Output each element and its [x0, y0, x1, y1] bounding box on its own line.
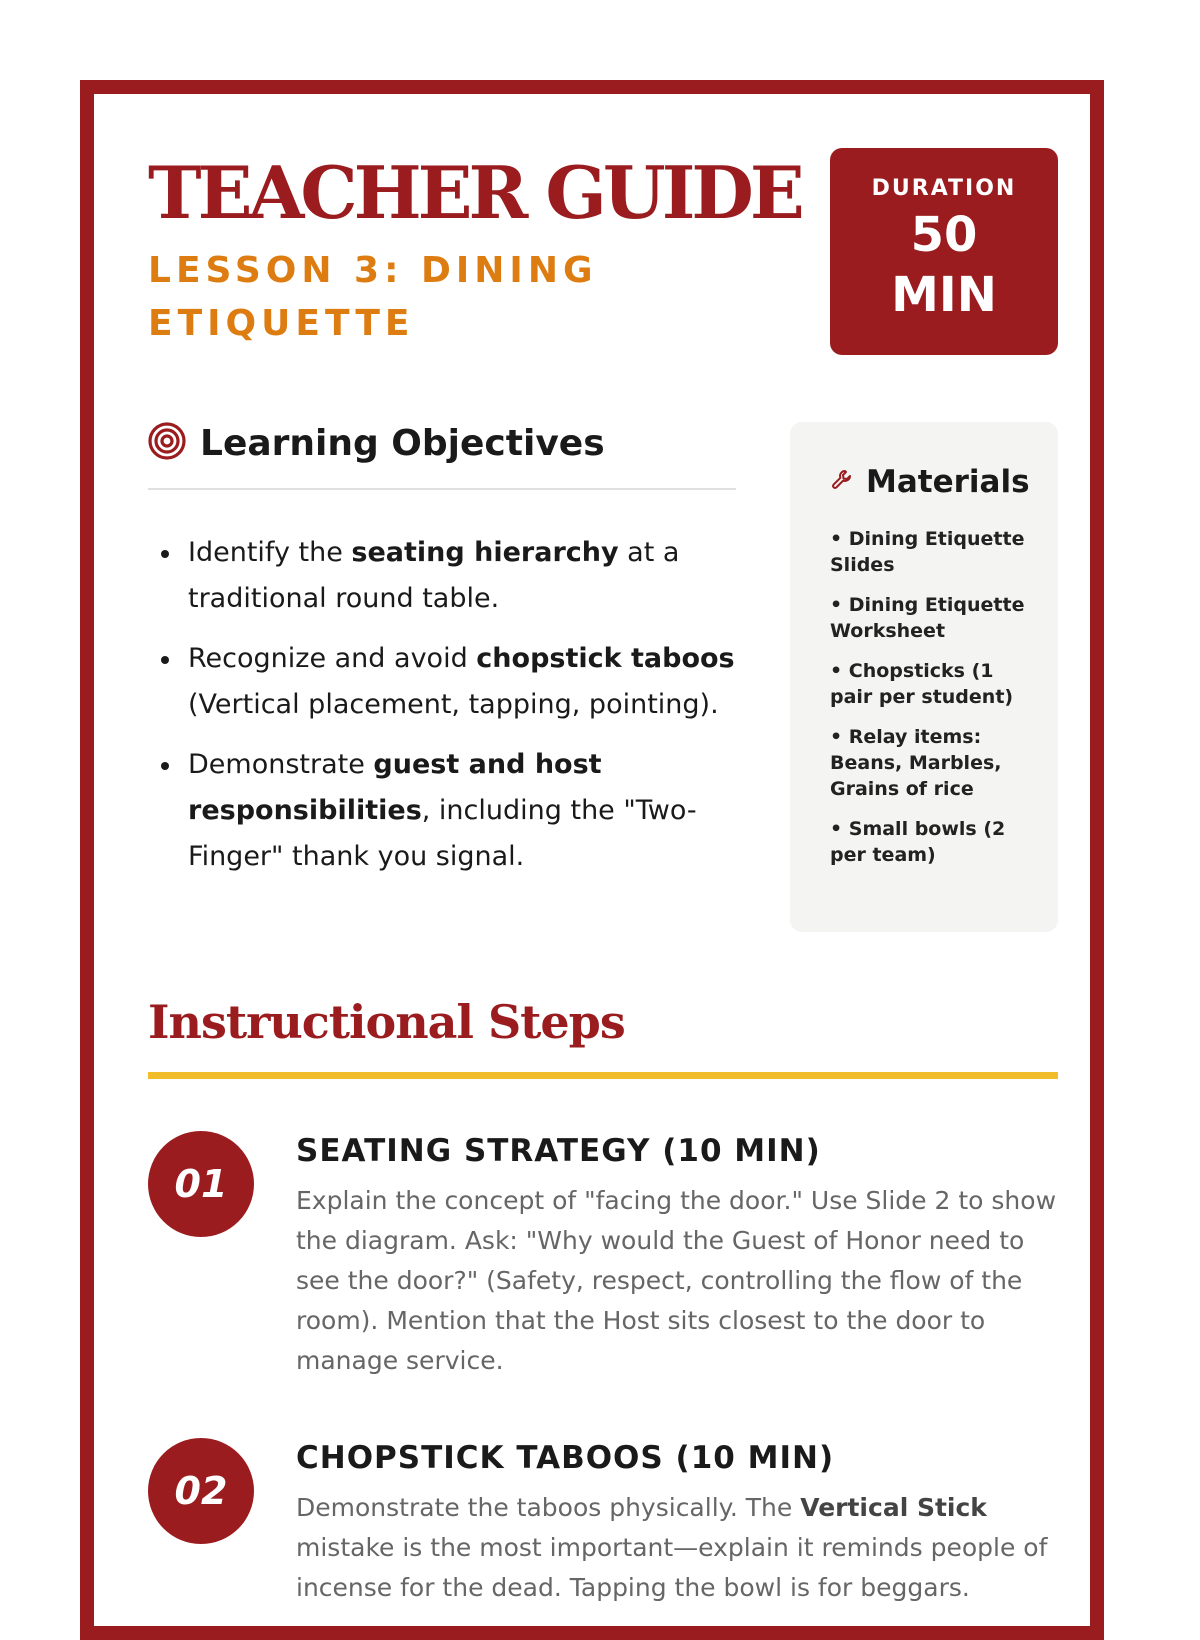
- step-title: CHOPSTICK TABOOS (10 MIN): [296, 1440, 835, 1476]
- step-text: Demonstrate the taboos physically. The: [296, 1493, 801, 1522]
- wrench-icon: [830, 464, 854, 500]
- objectives-list: [148, 530, 778, 894]
- material-item: • Dining Etiquette Slides: [830, 528, 1025, 576]
- lesson-subtitle: LESSON 3: DINING ETIQUETTE: [148, 250, 598, 344]
- step-emphasis: Vertical Stick: [800, 1493, 987, 1522]
- objective-text: Recognize and avoid: [188, 643, 477, 674]
- steps-divider: [148, 1072, 1058, 1079]
- objective-text: Identify the: [188, 537, 352, 568]
- materials-heading: Materials: [866, 464, 1030, 500]
- materials-header: [830, 464, 1034, 500]
- steps-heading: Instructional Steps: [148, 995, 625, 1049]
- page-title: TEACHER GUIDE: [148, 150, 801, 235]
- objective-text: , including the "Two-Finger" thank you signal.: [188, 795, 697, 872]
- objective-item: [188, 742, 778, 880]
- step-body: [296, 1131, 1056, 1381]
- material-item: • Small bowls (2 per team): [830, 818, 1006, 866]
- material-item: • Dining Etiquette Worksheet: [830, 594, 1025, 642]
- objectives-divider: [148, 488, 736, 490]
- objectives-header: [148, 422, 605, 465]
- material-item: • Relay items: Beans, Marbles, Grains of rice: [830, 726, 1002, 800]
- step-text: mistake is the most important—explain it reminds people of incense for the dead. Tapping the bowl is for beggars.: [296, 1533, 1048, 1602]
- target-icon: [148, 422, 186, 465]
- duration-unit: MIN: [891, 267, 997, 323]
- material-item: • Chopsticks (1 pair per student): [830, 660, 1014, 708]
- duration-badge: [830, 148, 1058, 355]
- objective-item: [188, 636, 778, 728]
- step-number-badge: 01: [148, 1131, 254, 1237]
- duration-label: DURATION: [871, 176, 1017, 201]
- objective-text: (Vertical placement, tapping, pointing).: [188, 689, 719, 720]
- objective-text: Demonstrate: [188, 749, 374, 780]
- duration-value: [830, 205, 1058, 325]
- objective-emphasis: chopstick taboos: [476, 643, 735, 674]
- objectives-heading: Learning Objectives: [200, 423, 605, 464]
- step-description: Explain the concept of "facing the door." Use Slide 2 to show the diagram. Ask: "Why would the Guest of Honor need to see the door?" (Safety, respect, controlling the flow of the room). Mention that the Host sits closest to the door to manage service.: [296, 1186, 1057, 1375]
- duration-number: 50: [910, 207, 978, 263]
- objective-text: at a traditional round table.: [188, 537, 680, 614]
- step-number-badge: 02: [148, 1438, 254, 1544]
- materials-list: [830, 526, 1034, 868]
- step-description: [296, 1488, 1056, 1608]
- objective-emphasis: guest and host responsibilities: [188, 749, 602, 826]
- materials-panel: [790, 422, 1058, 932]
- step-body: [296, 1438, 1056, 1608]
- objective-emphasis: seating hierarchy: [351, 537, 619, 568]
- objective-item: [188, 530, 778, 622]
- step-title: SEATING STRATEGY (10 MIN): [296, 1133, 821, 1169]
